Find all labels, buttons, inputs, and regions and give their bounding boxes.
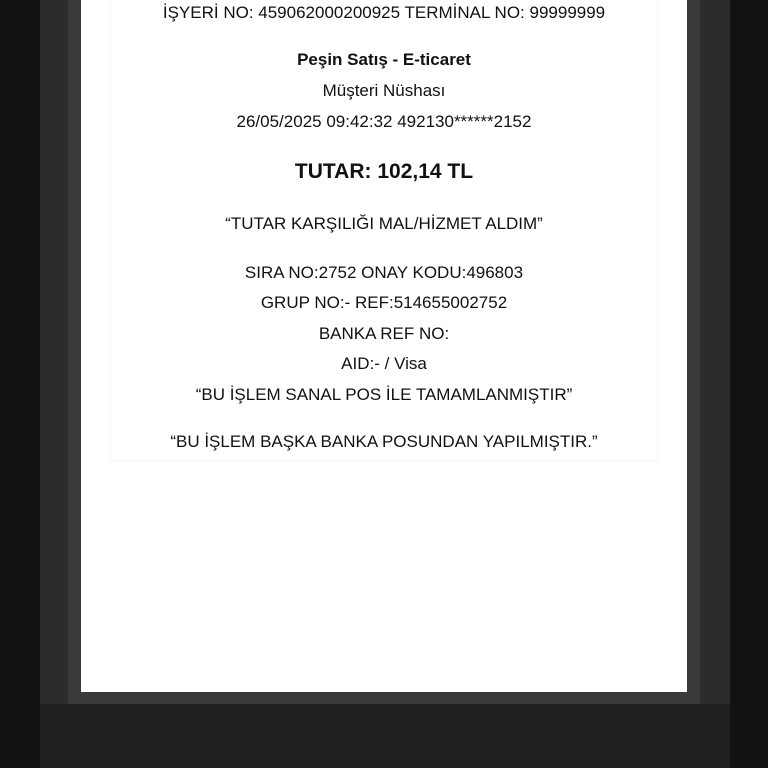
document-page[interactable] — [81, 0, 687, 692]
aid-line: AID:- / Visa — [341, 354, 427, 373]
virtual-pos-note: “BU İŞLEM SANAL POS İLE TAMAMLANMIŞTIR” — [195, 385, 573, 404]
copy-type: Müşteri Nüshası — [322, 81, 446, 100]
amount-total: TUTAR: 102,14 TL — [294, 160, 474, 183]
right-margin — [730, 0, 768, 768]
merchant-terminal-line: İŞYERİ NO: 459062000200925 TERMİNAL NO: 99999999 — [162, 3, 606, 22]
datetime-card-line: 26/05/2025 09:42:32 492130******2152 — [236, 112, 532, 131]
bank-ref-line: BANKA REF NO: — [318, 324, 450, 343]
left-margin — [0, 0, 40, 768]
other-bank-note: “BU İŞLEM BAŞKA BANKA POSUNDAN YAPILMIŞTIR.” — [170, 432, 598, 451]
receipt — [111, 0, 657, 460]
sequence-approval-line: SIRA NO:2752 ONAY KODU:496803 — [244, 263, 524, 282]
sale-type: Peşin Satış - E-ticaret — [297, 50, 471, 69]
group-ref-line: GRUP NO:- REF:514655002752 — [260, 293, 508, 312]
viewer-bottom-bar — [40, 704, 730, 768]
acknowledgement-text: “TUTAR KARŞILIĞI MAL/HİZMET ALDIM” — [225, 214, 543, 233]
